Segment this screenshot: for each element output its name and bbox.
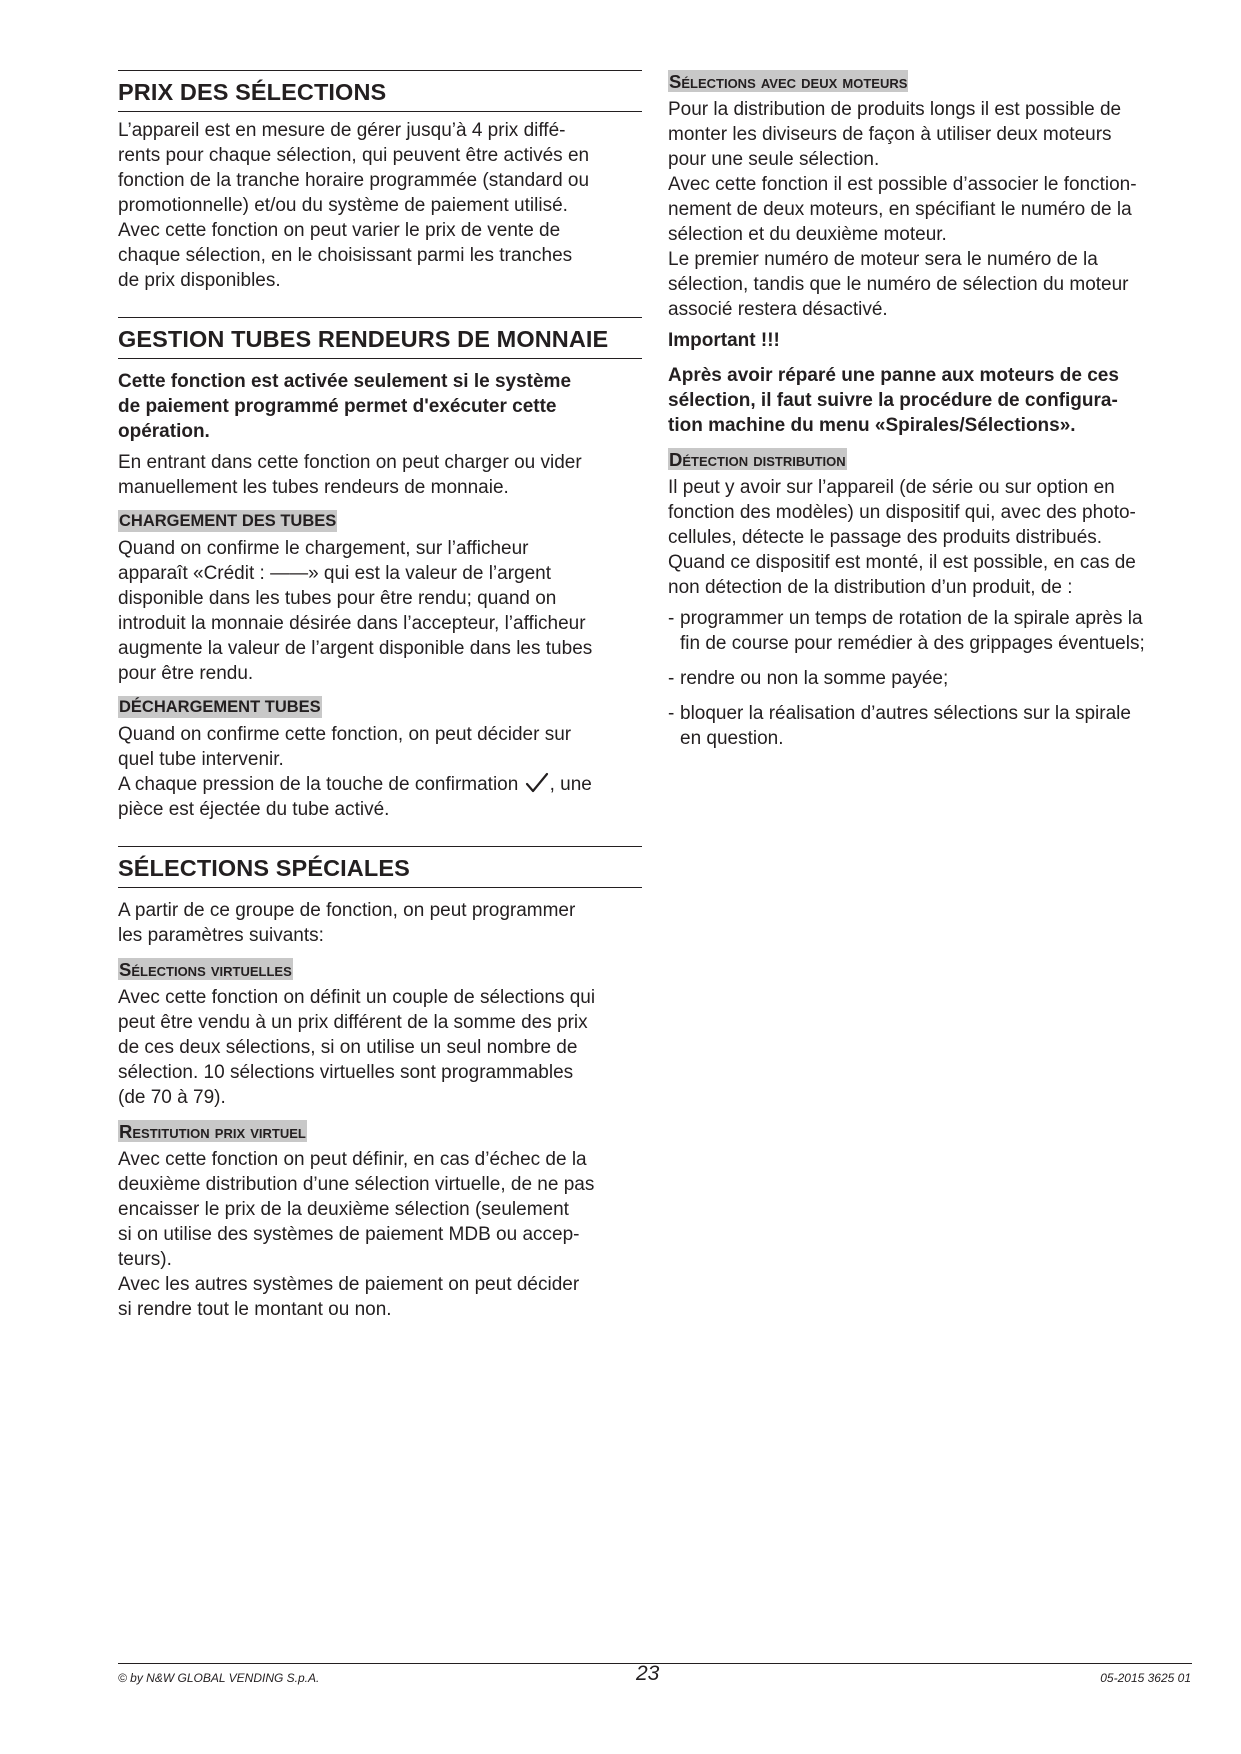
list-item: - bloquer la réalisation d’autres sélections sur la spirale en question. [668,701,1192,751]
text-line: de ces deux sélections, si on utilise un seul nombre de [118,1037,578,1058]
text-line: sélection, tandis que le numéro de sélection du moteur [668,274,1129,295]
text-line: Quand on confirme le chargement, sur l’afficheur [118,538,529,559]
chargement-tubes-subheading: CHARGEMENT DES TUBES [119,512,337,530]
text-line: (de 70 à 79). [118,1087,226,1108]
text-line: encaisser le prix de la deuxième sélection (seulement [118,1199,569,1220]
text-line: tion machine du menu «Spirales/Sélections». [668,415,1076,436]
text-line: les paramètres suivants: [118,925,324,946]
text-line: quel tube intervenir. [118,749,284,770]
dechargement-tubes-text [118,722,642,822]
text-line: Il peut y avoir sur l’appareil (de série ou sur option en [668,477,1115,498]
footer-copyright: © by N&W GLOBAL VENDING S.p.A. [118,1671,320,1685]
text-line: pour une seule sélection. [668,149,880,170]
restitution-prix-subheading: Restitution prix virtuel [119,1121,306,1142]
prix-selections-heading: PRIX DES SÉLECTIONS [118,70,642,112]
text-line: pour être rendu. [118,663,254,684]
text-line: associé restera désactivé. [668,299,888,320]
text-line [118,772,642,797]
text-line: Avec cette fonction on définit un couple de sélections qui [118,987,596,1008]
text-line: opération. [118,421,210,442]
text-line: rents pour chaque sélection, qui peuvent être activés en [118,145,590,166]
selections-speciales-text [118,898,642,948]
text-line: sélection, il faut suivre la procédure de configura- [668,390,1118,411]
text-line: Le premier numéro de moteur sera le numéro de la [668,249,1098,270]
list-item: - rendre ou non la somme payée; [668,666,1192,691]
text-line: de prix disponibles. [118,270,281,291]
text-line: sélection. 10 sélections virtuelles sont programmables [118,1062,574,1083]
text-fragment: A chaque pression de la touche de confirmation [118,774,519,795]
gestion-tubes-warning [118,369,642,444]
text-line: monter les diviseurs de façon à utiliser deux moteurs [668,124,1112,145]
text-line: disponible dans les tubes pour être rendu; quand on [118,588,557,609]
detection-options-list [668,606,1192,751]
list-item-line: fin de course pour remédier à des grippages éventuels; [680,633,1145,654]
chargement-tubes-text [118,536,642,686]
text-line: chaque sélection, en le choisissant parmi les tranches [118,245,573,266]
text-line: Quand ce dispositif est monté, il est possible, en cas de [668,552,1136,573]
text-line: Avec cette fonction il est possible d’associer le fonction- [668,174,1137,195]
text-line: Avec les autres systèmes de paiement on peut décider [118,1274,580,1295]
text-line: A partir de ce groupe de fonction, on peut programmer [118,900,576,921]
text-line: Après avoir réparé une panne aux moteurs de ces [668,365,1119,386]
deux-moteurs-warning [668,363,1192,438]
text-line: Avec cette fonction on peut varier le prix de vente de [118,220,561,241]
left-column [118,70,642,1322]
right-column [668,70,1192,751]
deux-moteurs-subheading: Sélections avec deux moteurs [669,71,908,92]
footer-document-code: 05-2015 3625 01 [1100,1671,1191,1685]
text-line: de paiement programmé permet d'exécuter cette [118,396,557,417]
text-line: non détection de la distribution d’un produit, de : [668,577,1073,598]
list-item-line: en question. [680,728,784,749]
deux-moteurs-text [668,97,1192,322]
text-line: fonction de la tranche horaire programmée (standard ou [118,170,590,191]
gestion-tubes-heading: GESTION TUBES RENDEURS DE MONNAIE [118,317,642,359]
text-line: pièce est éjectée du tube activé. [118,799,390,820]
list-item-line: rendre ou non la somme payée; [680,668,949,689]
text-line: introduit la monnaie désirée dans l’accepteur, l’afficheur [118,613,586,634]
text-line: Cette fonction est activée seulement si le système [118,371,572,392]
restitution-prix-text [118,1147,642,1322]
selections-virtuelles-subheading: Sélections virtuelles [119,959,292,980]
text-line: sélection et du deuxième moteur. [668,224,947,245]
detection-distribution-subheading: Détection distribution [669,449,846,470]
text-line: si on utilise des systèmes de paiement MDB ou accep- [118,1224,580,1245]
list-item: - programmer un temps de rotation de la spirale après la fin de course pour remédier à des grippages éventuels; [668,606,1192,656]
dechargement-tubes-subheading: DÉCHARGEMENT TUBES [119,698,321,716]
text-line: promotionnelle) et/ou du système de paiement utilisé. [118,195,568,216]
important-label: Important !!! [668,330,780,351]
text-line: nement de deux moteurs, en spécifiant le numéro de la [668,199,1132,220]
text-line: fonction des modèles) un dispositif qui, avec des photo- [668,502,1136,523]
selections-virtuelles-text [118,985,642,1110]
text-line: augmente la valeur de l’argent disponible dans les tubes [118,638,593,659]
text-line: cellules, détecte le passage des produits distribués. [668,527,1103,548]
text-line: Quand on confirme cette fonction, on peut décider sur [118,724,572,745]
text-line: deuxième distribution d’une sélection virtuelle, de ne pas [118,1174,595,1195]
detection-distribution-text [668,475,1192,600]
gestion-tubes-text [118,450,642,500]
text-line: L’appareil est en mesure de gérer jusqu’à 4 prix diffé- [118,120,566,141]
list-item-line: bloquer la réalisation d’autres sélections sur la spirale [680,703,1131,724]
text-line: Pour la distribution de produits longs il est possible de [668,99,1122,120]
text-line: teurs). [118,1249,172,1270]
text-fragment: , une [549,774,592,795]
text-line: peut être vendu à un prix différent de la somme des prix [118,1012,588,1033]
prix-selections-text [118,118,642,293]
list-item-line: programmer un temps de rotation de la spirale après la [680,608,1143,629]
page-number: 23 [636,1662,660,1685]
text-line: si rendre tout le montant ou non. [118,1299,392,1320]
text-line: Avec cette fonction on peut définir, en cas d’échec de la [118,1149,587,1170]
checkmark-icon [524,772,550,794]
selections-speciales-heading: SÉLECTIONS SPÉCIALES [118,846,642,888]
text-line: apparaît «Crédit : ——» qui est la valeur de l’argent [118,563,552,584]
text-line: manuellement les tubes rendeurs de monnaie. [118,477,509,498]
text-line: En entrant dans cette fonction on peut charger ou vider [118,452,582,473]
